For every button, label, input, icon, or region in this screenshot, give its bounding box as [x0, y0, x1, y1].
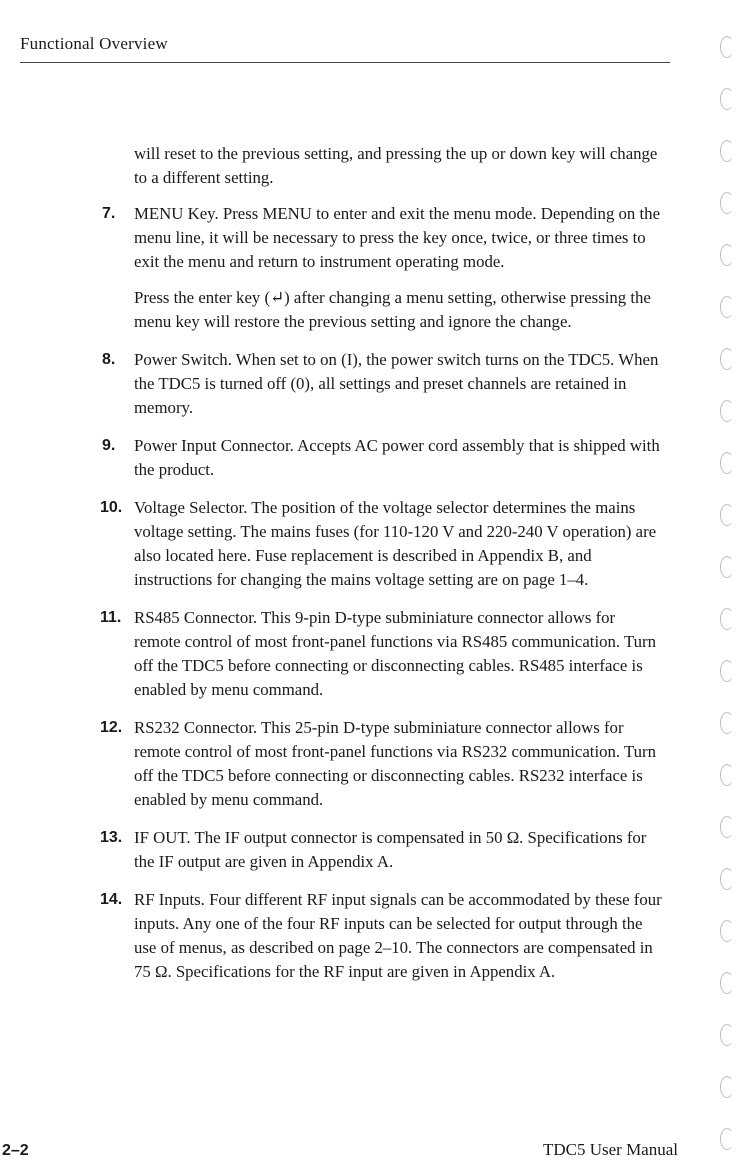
binding-hole — [720, 36, 734, 58]
item-number: 11. — [100, 609, 122, 626]
item-number: 12. — [100, 719, 123, 736]
section-title: Functional Overview — [20, 34, 168, 53]
binding-hole — [720, 816, 734, 838]
binding-hole — [720, 868, 734, 890]
binding-hole — [720, 192, 734, 214]
binding-hole — [720, 556, 734, 578]
list-item — [102, 606, 662, 702]
item-text: Power Input Connector. Accepts AC power cord assembly that is shipped with the product. — [134, 436, 660, 479]
binding-hole — [720, 608, 734, 630]
binding-hole — [720, 400, 734, 422]
list-item — [102, 716, 662, 812]
item-text: Power Switch. When set to on (I), the power switch turns on the TDC5. When the TDC5 is turned off (0), all settings and preset channels are retained in memory. — [134, 350, 659, 417]
item-number: 14. — [100, 891, 123, 908]
binding-hole — [720, 296, 734, 318]
binding-hole — [720, 920, 734, 942]
binding-hole — [720, 88, 734, 110]
page-number: 2–2 — [2, 1142, 29, 1159]
item-text: Voltage Selector. The position of the voltage selector determines the mains voltage setting. The mains fuses (for 110-120 V and 220-240 V operation) are also located here. Fuse replacement is described in Appendix B, and instructions for changing the mains voltage setting are on page 1–4. — [134, 498, 657, 589]
item-number: 8. — [102, 351, 116, 368]
binding-holes — [716, 30, 738, 1170]
list-item — [102, 496, 662, 592]
binding-hole — [720, 972, 734, 994]
item-text: RS485 Connector. This 9-pin D-type subminiature connector allows for remote control of most front-panel functions via RS485 communication. Turn off the TDC5 before connecting or disconnecting cables. RS485 interface is enabled by menu command. — [134, 608, 657, 699]
binding-hole — [720, 1024, 734, 1046]
item-text: MENU Key. Press MENU to enter and exit the menu mode. Depending on the menu line, it will be necessary to press the key once, twice, or three times to exit the menu and return to instrument operating mode. — [134, 204, 661, 271]
item-text: IF OUT. The IF output connector is compensated in 50 Ω. Specifications for the IF output are given in Appendix A. — [134, 828, 647, 871]
list-item — [102, 348, 662, 420]
item-text: Press the enter key (↵) after changing a menu setting, otherwise pressing the menu key will restore the previous setting and ignore the change. — [134, 288, 651, 331]
list-item — [102, 888, 662, 984]
binding-hole — [720, 452, 734, 474]
item-text: RF Inputs. Four different RF input signals can be accommodated by these four inputs. Any one of the four RF inputs can be selected for output through the use of menus, as described on page 2–10. The connectors are compensated in 75 Ω. Specifications for the RF input are given in Appendix A. — [134, 890, 662, 981]
binding-hole — [720, 660, 734, 682]
header-divider — [20, 62, 670, 63]
binding-hole — [720, 504, 734, 526]
list-item — [102, 202, 662, 334]
item-number: 10. — [100, 499, 123, 516]
binding-hole — [720, 140, 734, 162]
page-body — [102, 142, 662, 998]
list-item — [102, 826, 662, 874]
binding-hole — [720, 1076, 734, 1098]
binding-hole — [720, 764, 734, 786]
list-item — [102, 434, 662, 482]
item-number: 7. — [102, 205, 116, 222]
item-number: 9. — [102, 437, 116, 454]
intro-paragraph: will reset to the previous setting, and pressing the up or down key will change to a different setting. — [134, 144, 658, 187]
binding-hole — [720, 712, 734, 734]
manual-title: TDC5 User Manual — [542, 1140, 678, 1159]
binding-hole — [720, 348, 734, 370]
item-text: RS232 Connector. This 25-pin D-type subminiature connector allows for remote control of most front-panel functions via RS232 communication. Turn off the TDC5 before connecting or disconnecting cables. RS232 interface is enabled by menu command. — [134, 718, 657, 809]
binding-hole — [720, 1128, 734, 1150]
binding-hole — [720, 244, 734, 266]
item-number: 13. — [100, 829, 123, 846]
